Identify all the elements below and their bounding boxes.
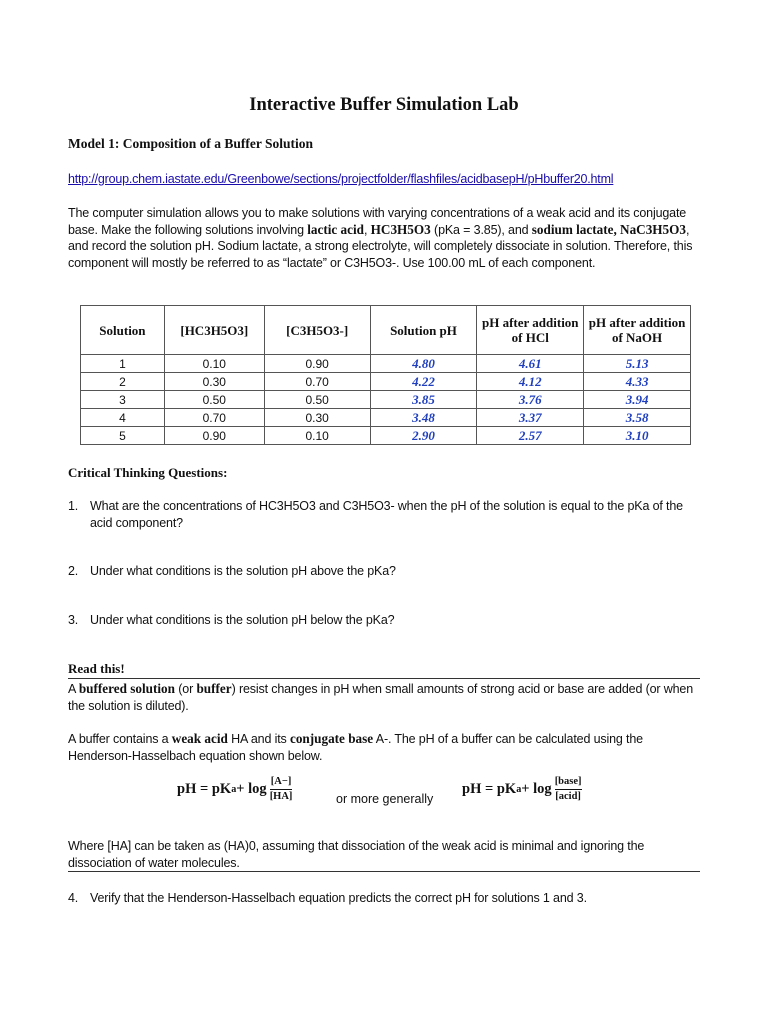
fraction-bar xyxy=(270,789,293,790)
equation-log: + log xyxy=(236,781,267,797)
cell-ph-hcl: 4.12 xyxy=(477,373,584,391)
buffer-term: buffer xyxy=(196,681,232,696)
cell-ph-naoh: 3.94 xyxy=(584,391,691,409)
header-solution: Solution xyxy=(81,306,165,355)
buffer-definition xyxy=(68,681,704,714)
buffer-def-text: (or xyxy=(174,682,197,696)
intro-comma: , xyxy=(364,222,371,237)
cell-solution: 3 xyxy=(81,391,165,409)
hh-intro-paragraph xyxy=(68,731,704,764)
equation-log: + log xyxy=(521,781,552,797)
cell-ph-hcl: 2.57 xyxy=(477,427,584,445)
fraction-denominator: [HA] xyxy=(269,791,293,802)
cell-ph-naoh: 4.33 xyxy=(584,373,691,391)
cell-ph-hcl: 4.61 xyxy=(477,355,584,373)
question-text: Under what conditions is the solution pH below the pKa? xyxy=(90,613,395,627)
equation-fraction xyxy=(555,776,582,803)
table-row xyxy=(81,373,691,391)
equation-lhs: pH = pK xyxy=(177,781,232,797)
cell-base-conc: 0.30 xyxy=(264,409,370,427)
simulation-link[interactable]: http://group.chem.iastate.edu/Greenbowe/sections/projectfolder/flashfiles/acidbasepH/pHbuffer20.html xyxy=(68,172,614,186)
buffer-def-text: ) resist changes in pH when small amounts of strong acid or base are added (or when the solution is diluted). xyxy=(68,682,694,713)
question-text: What are the concentrations of HC3H5O3 and C3H5O3- when the pH of the solution is equal to the pKa of the acid component? xyxy=(90,499,683,530)
cell-base-conc: 0.10 xyxy=(264,427,370,445)
model-heading: Model 1: Composition of a Buffer Solution xyxy=(68,136,314,151)
hh-intro-text: A buffer contains a xyxy=(68,732,172,746)
hh-intro-text: HA and its xyxy=(227,732,290,746)
intro-text: The computer simulation allows you to make solutions with varying concentrations of a weak acid and its conjugate base. Make the following solutions involving xyxy=(68,206,687,237)
question-number: 3. xyxy=(68,613,79,627)
table-row xyxy=(81,427,691,445)
cell-solution: 2 xyxy=(81,373,165,391)
table-header-row xyxy=(81,306,691,355)
cell-solution: 5 xyxy=(81,427,165,445)
cell-base-conc: 0.90 xyxy=(264,355,370,373)
cell-solution-ph: 3.48 xyxy=(370,409,477,427)
fraction-numerator: [base] xyxy=(554,776,582,787)
cell-base-conc: 0.50 xyxy=(264,391,370,409)
cell-ph-naoh: 3.10 xyxy=(584,427,691,445)
question-text: Verify that the Henderson-Hasselbach equation predicts the correct pH for solutions 1 and 3. xyxy=(90,891,587,905)
henderson-hasselbalch-equation: pH = pK a + log $\frac{[A-]}{[HA]}$ xyxy=(177,776,293,802)
critical-thinking-heading: Critical Thinking Questions: xyxy=(68,465,228,480)
fraction-denominator: [acid] xyxy=(555,791,581,802)
sodium-lactate-term: sodium lactate, NaC3H5O3 xyxy=(531,221,686,237)
table-row xyxy=(81,391,691,409)
cell-acid-conc: 0.50 xyxy=(164,391,264,409)
header-base-conc: [C3H5O3-] xyxy=(264,306,370,355)
intro-text-cont: , and record the solution pH. Sodium lactate, a strong electrolyte, will completely dissociate in solution. Therefore, this component will mostly be referred to as “lactate” or C3H5O3-. Use 100.00 mL of each component. xyxy=(68,222,693,270)
intro-paragraph xyxy=(68,205,704,271)
read-this-heading: Read this! xyxy=(68,661,125,676)
fraction-numerator: [A−] xyxy=(270,776,292,787)
cell-ph-hcl: 3.37 xyxy=(477,409,584,427)
cell-acid-conc: 0.10 xyxy=(164,355,264,373)
cell-solution: 4 xyxy=(81,409,165,427)
table-row xyxy=(81,355,691,373)
hh-intro-text: A-. The pH of a buffer can be calculated using the Henderson-Hasselbach equation shown below. xyxy=(68,732,643,763)
lactic-acid-term: lactic acid xyxy=(307,221,364,237)
general-hh-equation: pH = pK a + log $\frac{\text{[base]}}{\text{[acid]}}$ xyxy=(462,776,582,802)
cell-solution-ph: 4.80 xyxy=(370,355,477,373)
cell-ph-naoh: 3.58 xyxy=(584,409,691,427)
weak-acid-term: weak acid xyxy=(171,731,228,746)
cell-ph-naoh: 5.13 xyxy=(584,355,691,373)
section-divider xyxy=(68,871,700,872)
header-ph-naoh: pH after addition of NaOH xyxy=(584,306,691,355)
cell-solution-ph: 2.90 xyxy=(370,427,477,445)
page-title: Interactive Buffer Simulation Lab xyxy=(249,95,519,115)
question-number: 4. xyxy=(68,891,79,905)
question-number: 1. xyxy=(68,499,79,513)
conjugate-base-term: conjugate base xyxy=(289,731,374,746)
buffer-data-table xyxy=(80,305,691,445)
cell-solution-ph: 3.85 xyxy=(370,391,477,409)
header-ph-hcl: pH after addition of HCl xyxy=(477,306,584,355)
cell-acid-conc: 0.30 xyxy=(164,373,264,391)
pka-text: (pKa = 3.85), and xyxy=(430,222,532,237)
fraction-bar xyxy=(555,789,582,790)
section-divider xyxy=(68,678,700,679)
buffered-solution-term: buffered solution xyxy=(78,681,175,696)
cell-base-conc: 0.70 xyxy=(264,373,370,391)
or-more-generally-label: or more generally xyxy=(336,792,434,806)
cell-ph-hcl: 3.76 xyxy=(477,391,584,409)
table-row xyxy=(81,409,691,427)
header-solution-ph: Solution pH xyxy=(370,306,477,355)
cell-solution: 1 xyxy=(81,355,165,373)
question-number: 2. xyxy=(68,564,79,578)
where-paragraph: Where [HA] can be taken as (HA)0, assuming that dissociation of the weak acid is minimal and ignoring the dissociation of water molecules. xyxy=(68,839,645,870)
lactic-acid-formula: HC3H5O3 xyxy=(370,221,431,237)
question-text: Under what conditions is the solution pH above the pKa? xyxy=(90,564,396,578)
header-acid-conc: [HC3H5O3] xyxy=(164,306,264,355)
cell-acid-conc: 0.90 xyxy=(164,427,264,445)
equation-fraction xyxy=(270,776,293,803)
cell-acid-conc: 0.70 xyxy=(164,409,264,427)
buffer-def-text: A xyxy=(68,682,79,696)
equation-lhs: pH = pK xyxy=(462,781,517,797)
cell-solution-ph: 4.22 xyxy=(370,373,477,391)
